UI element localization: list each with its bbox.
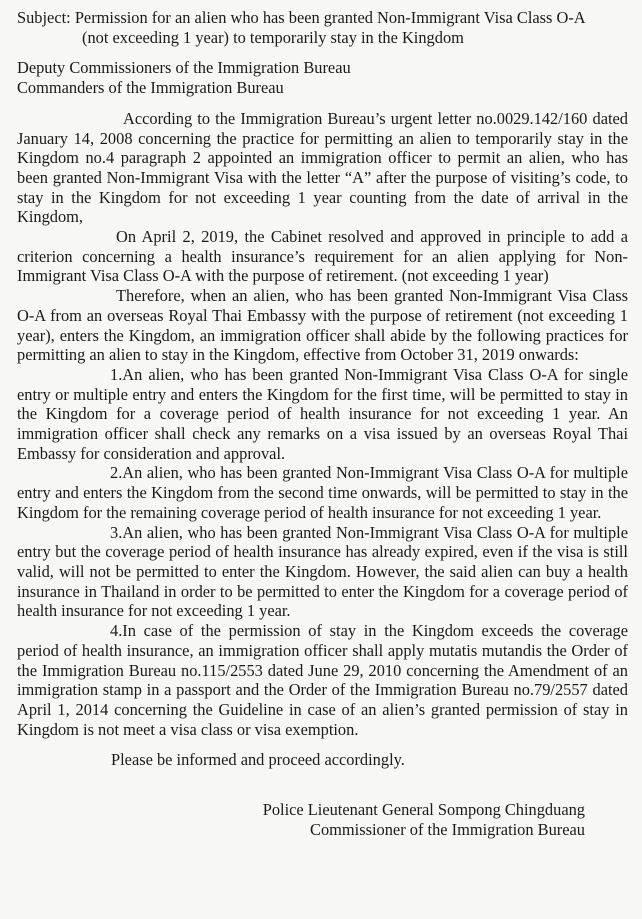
addressee-commanders: Commanders of the Immigration Bureau [17, 78, 284, 98]
paragraph-practices-intro: Therefore, when an alien, who has been granted Non-Immigrant Visa Class O-A from an overseas Royal Thai Embassy with the purpose of retirement (not exceeding 1 year), enters the Kingdom, an immigration officer shall abide by the following practices for permitting an alien to stay in the Kingdom, effective from October 31, 2019 onwards: [17, 286, 628, 365]
signature-block [17, 800, 628, 839]
signatory-name: Police Lieutenant General Sompong Chingduang [262, 800, 585, 820]
letter-body [17, 109, 628, 740]
practice-item-2: 2.An alien, who has been granted Non-Immigrant Visa Class O-A for multiple entry and enters the Kingdom from the second time onwards, will be permitted to stay in the Kingdom for the remaining coverage period of health insurance for not exceeding 1 year. [17, 463, 628, 522]
subject-block [17, 8, 628, 47]
signatory-title: Commissioner of the Immigration Bureau [310, 819, 585, 839]
closing-line: Please be informed and proceed accordingly. [111, 750, 405, 770]
paragraph-background: According to the Immigration Bureau’s urgent letter no.0029.142/160 dated January 14, 2008 concerning the practice for permitting an alien to temporarily stay in the Kingdom no.4 paragraph 2 appointed an immigration officer to permit an alien, who has been granted Non-Immigrant Visa with the letter “A” after the purpose of visiting’s code, to stay in the Kingdom for not exceeding 1 year counting from the date of arrival in the Kingdom, [17, 108, 628, 227]
subject-line-2: (not exceeding 1 year) to temporarily stay in the Kingdom [82, 27, 464, 47]
paragraph-cabinet-resolution: On April 2, 2019, the Cabinet resolved and approved in principle to add a criterion concerning a health insurance’s requirement for an alien applying for Non-Immigrant Visa Class O-A with the purpose of retirement. (not exceeding 1 year) [17, 227, 628, 286]
addressees-block [17, 58, 628, 97]
practice-item-3: 3.An alien, who has been granted Non-Immigrant Visa Class O-A for multiple entry but the coverage period of health insurance has already expired, even if the visa is still valid, will not be permitted to enter the Kingdom. However, the said alien can buy a health insurance in Thailand in order to be permitted to enter the Kingdom for a coverage period of health insurance for not exceeding 1 year. [17, 522, 628, 621]
addressee-deputy-commissioners: Deputy Commissioners of the Immigration Bureau [17, 58, 351, 78]
subject-line-1: Subject: Permission for an alien who has been granted Non-Immigrant Visa Class O-A [17, 8, 586, 27]
practice-item-4: 4.In case of the permission of stay in the Kingdom exceeds the coverage period of health insurance, an immigration officer shall apply mutatis mutandis the Order of the Immigration Bureau no.115/2553 dated June 29, 2010 concerning the Amendment of an immigration stamp in a passport and the Order of the Immigration Bureau no.79/2557 dated April 1, 2014 concerning the Guideline in case of an alien’s granted permission of stay in Kingdom is not meet a visa class or visa exemption. [17, 621, 628, 739]
practice-item-1: 1.An alien, who has been granted Non-Immigrant Visa Class O-A for single entry or multiple entry and enters the Kingdom for the first time, will be permitted to stay in the Kingdom for a coverage period of health insurance for not exceeding 1 year. An immigration officer shall check any remarks on a visa issued by an overseas Royal Thai Embassy for consideration and approval. [17, 364, 628, 463]
